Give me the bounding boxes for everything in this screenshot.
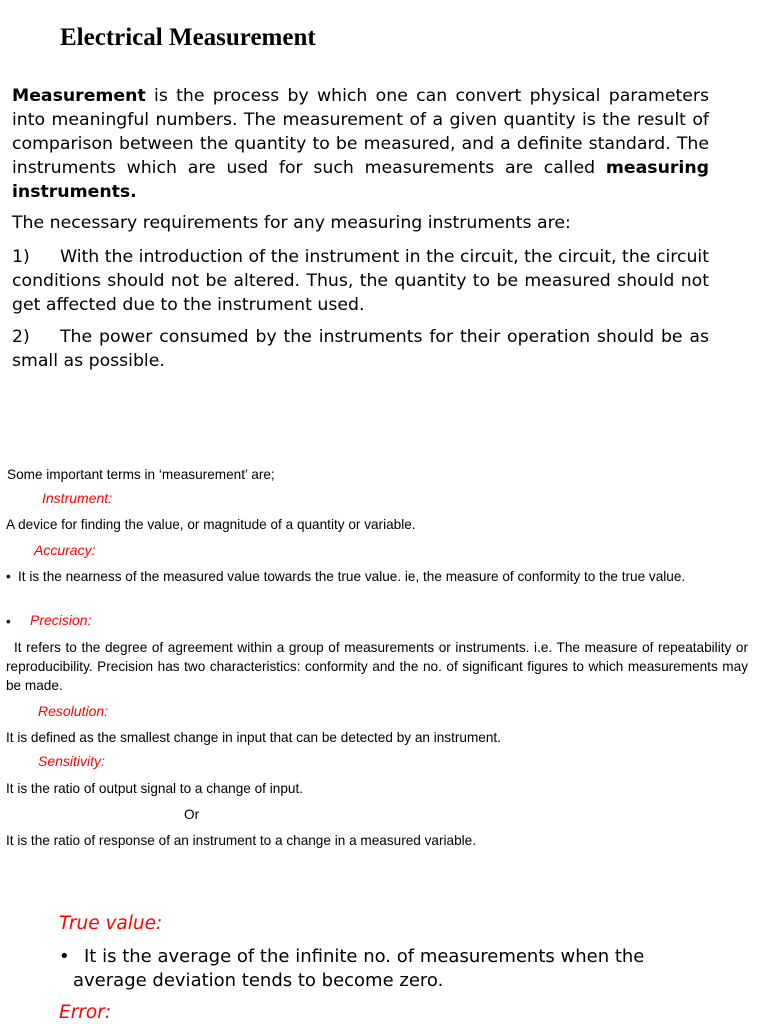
instrument-desc: A device for finding the value, or magnitude of a quantity or variable. — [6, 517, 416, 532]
accuracy-bullet: • — [6, 569, 11, 584]
error-label: Error: — [59, 1002, 112, 1023]
precision-bullet: • — [6, 614, 11, 629]
true-value-label: True value: — [59, 913, 163, 934]
sensitivity-label: Sensitivity: — [38, 753, 105, 769]
requirement-2 — [12, 325, 709, 373]
instrument-label: Instrument: — [42, 490, 113, 506]
requirement-2-number: 2) — [12, 327, 30, 347]
precision-desc: It refers to the degree of agreement within a group of measurements or instruments. i.e. The measure of repeatability or reproducibility. Precision has two characteristics: conformity and the no. of significant figures to which measurements may be made. — [6, 640, 748, 693]
resolution-label: Resolution: — [38, 703, 109, 719]
resolution-desc: It is defined as the smallest change in input that can be detected by an instrument. — [6, 730, 501, 745]
requirement-2-text: The power consumed by the instruments for their operation should be as small as possible. — [12, 327, 709, 371]
sensitivity-or: Or — [184, 807, 200, 822]
page-title: Electrical Measurement — [60, 24, 316, 51]
requirement-1 — [12, 245, 709, 317]
sensitivity-desc-1: It is the ratio of output signal to a change of input. — [6, 781, 303, 796]
intro-text: is the process by which one can convert physical parameters into meaningful numbers. The measurement of a given quantity is the result of comparison between the quantity to be measured, and a definite standard. The instruments which are used for such measurements are called — [12, 86, 709, 178]
accuracy-label: Accuracy: — [34, 542, 96, 558]
requirement-1-number: 1) — [12, 247, 30, 267]
true-value-bullet: • — [59, 946, 70, 967]
requirement-1-text: With the introduction of the instrument in the circuit, the circuit, the circuit conditions should not be altered. Thus, the quantity to be measured should not get affected due to the instrument used. — [12, 247, 709, 315]
sensitivity-desc-2: It is the ratio of response of an instrument to a change in a measured variable. — [6, 833, 477, 848]
requirements-heading: The necessary requirements for any measuring instruments are: — [12, 213, 571, 233]
precision-label: Precision: — [30, 612, 92, 628]
intro-paragraph — [12, 84, 709, 204]
measuring-instruments-term: measuring instruments. — [12, 158, 709, 202]
terms-intro: Some important terms in ‘measurement’ are; — [7, 467, 275, 482]
accuracy-desc: It is the nearness of the measured value towards the true value. ie, the measure of conformity to the true value. — [18, 569, 686, 584]
true-value-desc: It is the average of the infinite no. of measurements when the average deviation tends to become zero. — [73, 946, 645, 991]
measurement-term: Measurement — [12, 86, 146, 106]
